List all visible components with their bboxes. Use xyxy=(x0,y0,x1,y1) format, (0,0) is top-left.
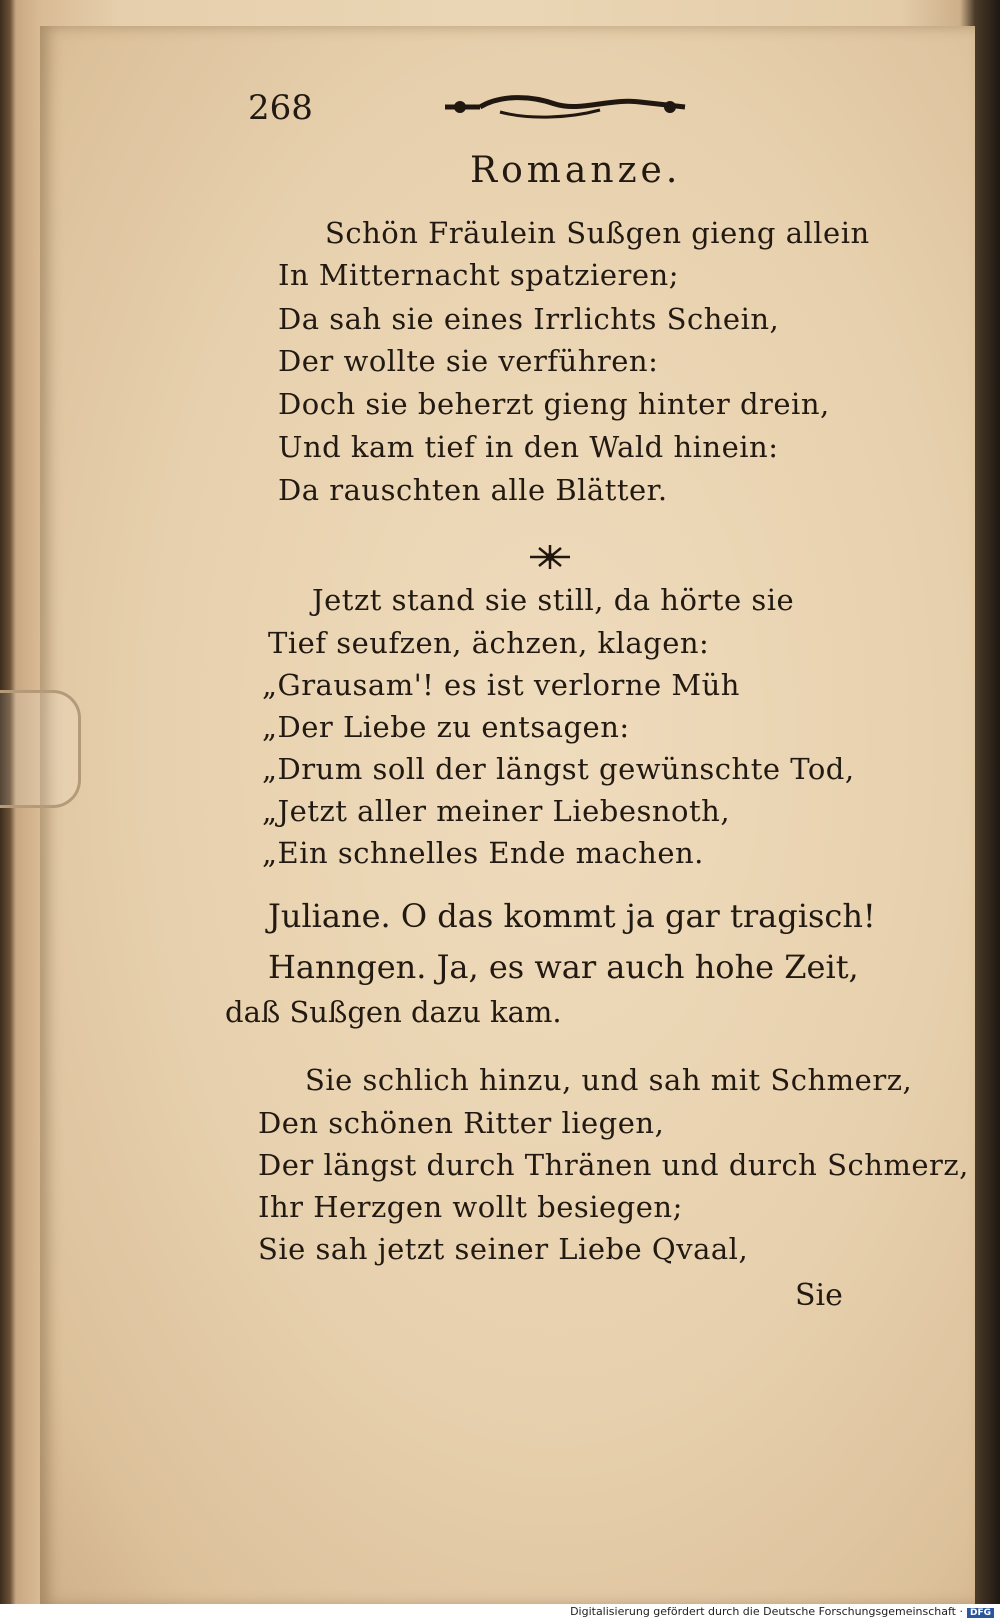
verse-line: In Mitternacht spatzieren; xyxy=(278,258,679,292)
verse-line: „Grausam'! es ist verlorne Müh xyxy=(262,668,740,702)
verse-line: Ihr Herzgen wollt besiegen; xyxy=(258,1190,683,1224)
verse-line: Der wollte sie verführen: xyxy=(278,344,659,378)
verse-line: Der längst durch Thränen und durch Schmerz, xyxy=(258,1148,969,1182)
page-number: 268 xyxy=(248,88,313,128)
section-ornament xyxy=(525,542,575,572)
poem-heading: Romanze. xyxy=(470,150,682,191)
header-ornament xyxy=(440,92,690,122)
dfg-logo: DFG xyxy=(967,1608,994,1618)
verse-line: „Ein schnelles Ende machen. xyxy=(262,836,704,870)
verse-line: Da rauschten alle Blätter. xyxy=(278,473,668,507)
verse-line: Schön Fräulein Sußgen gieng allein xyxy=(325,216,870,250)
verse-line: „Jetzt aller meiner Liebesnoth, xyxy=(262,794,731,828)
verse-line: Da sah sie eines Irrlichts Schein, xyxy=(278,302,780,336)
verse-line: Doch sie beherzt gieng hinter drein, xyxy=(278,387,830,421)
credit-text: Digitalisierung gefördert durch die Deutsche Forschungsgemeinschaft · xyxy=(570,1605,963,1618)
verse-line: Sie sah jetzt seiner Liebe Qvaal, xyxy=(258,1232,749,1266)
verse-line: Tief seufzen, ächzen, klagen: xyxy=(268,626,710,660)
digitization-credit xyxy=(570,1605,994,1618)
verse-line: „Der Liebe zu entsagen: xyxy=(262,710,630,744)
verse-line: Jetzt stand sie still, da hörte sie xyxy=(312,583,795,617)
verse-line: Und kam tief in den Wald hinein: xyxy=(278,430,779,464)
dialogue-line: daß Sußgen dazu kam. xyxy=(225,995,562,1029)
dialogue-line: Juliane. O das kommt ja gar tragisch! xyxy=(268,897,876,935)
page-clip xyxy=(0,690,81,808)
verse-line: Sie schlich hinzu, und sah mit Schmerz, xyxy=(305,1063,913,1097)
verse-line: Den schönen Ritter liegen, xyxy=(258,1106,665,1140)
verse-line: „Drum soll der längst gewünschte Tod, xyxy=(262,752,855,786)
dialogue-line: Hanngen. Ja, es war auch hohe Zeit, xyxy=(268,948,859,986)
catchword: Sie xyxy=(795,1278,843,1313)
